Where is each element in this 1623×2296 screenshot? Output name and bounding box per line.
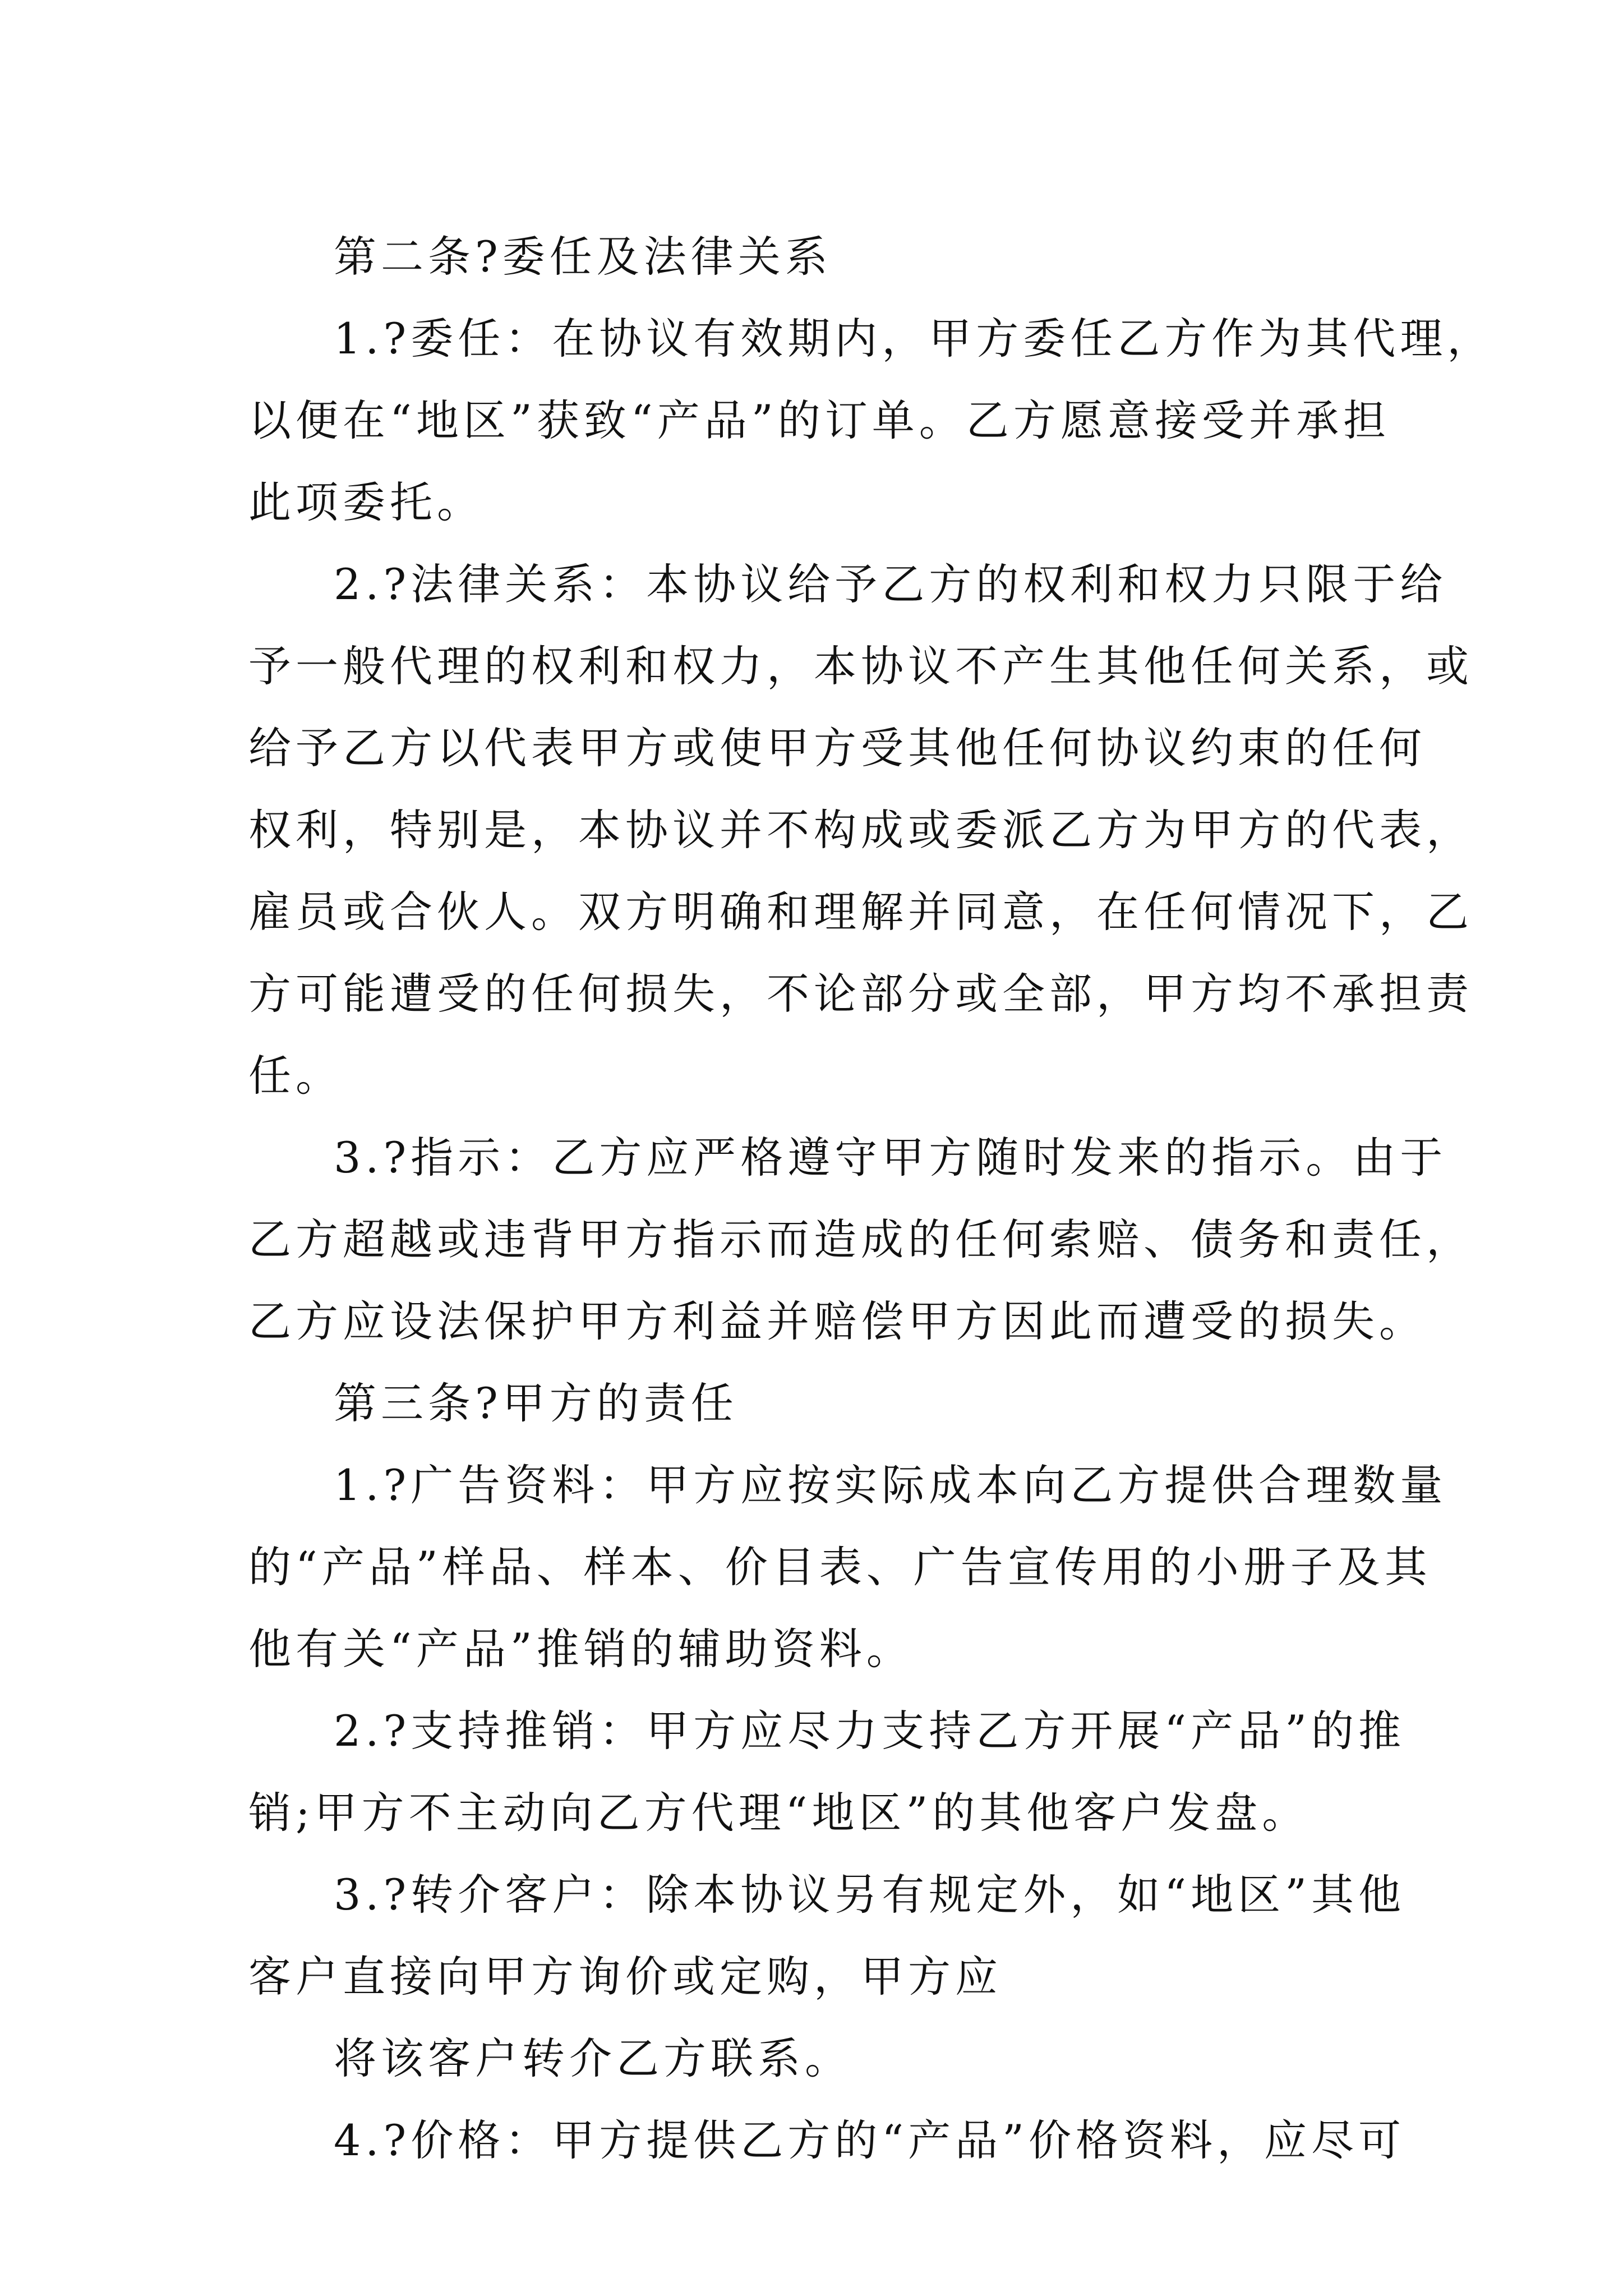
paragraph-line: 客户直接向甲方询价或定购，甲方应 bbox=[248, 1952, 1002, 2001]
paragraph-line: 销;甲方不主动向乙方代理“地区”的其他客户发盘。 bbox=[248, 1788, 1310, 1838]
paragraph-line: 2.?支持推销：甲方应尽力支持乙方开展“产品”的推 bbox=[334, 1706, 1405, 1756]
paragraph-line: 3.?转介客户：除本协议另有规定外，如“地区”其他 bbox=[334, 1870, 1405, 1920]
paragraph-line: 乙方超越或违背甲方指示而造成的任何索赔、债务和责任， bbox=[248, 1214, 1473, 1264]
paragraph-line: 乙方应设法保护甲方利益并赔偿甲方因此而遭受的损失。 bbox=[248, 1296, 1426, 1346]
paragraph-line: 将该客户转介乙方联系。 bbox=[334, 2033, 852, 2083]
paragraph-line: 任。 bbox=[248, 1051, 343, 1101]
paragraph-line: 1.?委任：在协议有效期内，甲方委任乙方作为其代理， bbox=[334, 314, 1495, 364]
paragraph-line: 予一般代理的权利和权力，本协议不产生其他任何关系，或 bbox=[248, 641, 1473, 691]
paragraph-line: 3.?指示：乙方应严格遵守甲方随时发来的指示。由于 bbox=[334, 1133, 1447, 1182]
paragraph-line: 的“产品”样品、样本、价目表、广告宣传用的小册子及其 bbox=[248, 1542, 1432, 1592]
paragraph-line: 方可能遭受的任何损失，不论部分或全部，甲方均不承担责 bbox=[248, 969, 1473, 1019]
paragraph-line: 此项委托。 bbox=[248, 477, 484, 527]
paragraph-line: 4.?价格：甲方提供乙方的“产品”价格资料，应尽可 bbox=[334, 2115, 1405, 2165]
paragraph-line: 雇员或合伙人。双方明确和理解并同意，在任何情况下，乙 bbox=[248, 887, 1473, 937]
article-3-heading: 第三条?甲方的责任 bbox=[334, 1378, 738, 1428]
paragraph-line: 1.?广告资料：甲方应按实际成本向乙方提供合理数量 bbox=[334, 1460, 1447, 1510]
document-body bbox=[248, 216, 1495, 2182]
article-2-heading: 第二条?委任及法律关系 bbox=[334, 232, 832, 282]
paragraph-line: 以便在“地区”获致“产品”的订单。乙方愿意接受并承担 bbox=[248, 395, 1390, 445]
paragraph-line: 他有关“产品”推销的辅助资料。 bbox=[248, 1624, 914, 1674]
paragraph-line: 2.?法律关系：本协议给予乙方的权利和权力只限于给 bbox=[334, 559, 1447, 609]
paragraph-line: 给予乙方以代表甲方或使甲方受其他任何协议约束的任何 bbox=[248, 723, 1426, 773]
paragraph-line: 权利，特别是，本协议并不构成或委派乙方为甲方的代表， bbox=[248, 805, 1473, 855]
